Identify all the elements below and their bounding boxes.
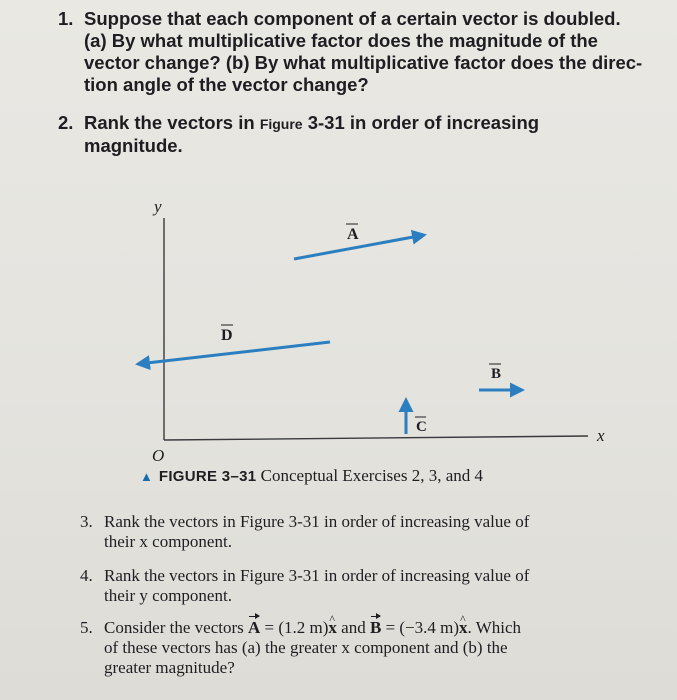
problem-1-line-3: vector change? (b) By what multiplicative factor does the direc-: [84, 52, 643, 73]
vector-a-symbol: A: [248, 618, 261, 637]
question-3-number: 3.: [80, 512, 93, 531]
problem-1-line-2: (a) By what multiplicative factor does the magnitude of the: [84, 30, 598, 51]
problem-1-line-4: tion angle of the vector change?: [84, 74, 369, 95]
origin-label: O: [152, 446, 165, 465]
problem-1: [58, 8, 644, 96]
figure-3-31: [0, 190, 677, 480]
question-5: [80, 618, 649, 678]
vector-a-label: A: [347, 226, 359, 243]
question-4-line-2: their y component.: [104, 586, 232, 605]
caption-label: FIGURE 3–31: [158, 468, 257, 485]
unit-x-hat-a: ^ x: [328, 618, 337, 638]
vector-a-arrow: [294, 235, 424, 259]
question-4-line-1: Rank the vectors in Figure 3-31 in order of increasing value of: [104, 566, 530, 585]
question-3-line-2: their x component.: [104, 532, 232, 551]
q5-eq-b: = (−3.4 m): [381, 618, 460, 637]
triangle-icon: ▲: [140, 469, 153, 484]
vector-b-symbol: B: [369, 618, 382, 637]
caption-text: Conceptual Exercises 2, 3, and 4: [260, 466, 483, 485]
figure-ref: 3-31: [307, 112, 345, 133]
vector-b-label: B: [491, 366, 502, 382]
q5-part1: Consider the vectors: [104, 618, 248, 637]
x-axis-label: x: [597, 426, 605, 445]
problem-1-number: 1.: [58, 8, 74, 29]
problem-1-line-1: Suppose that each component of a certain vector is doubled.: [84, 8, 621, 29]
question-4: [80, 566, 644, 606]
vector-d-arrow: [138, 342, 330, 364]
unit-x-hat-b: ^ x: [459, 618, 468, 638]
question-5-line-2: of these vectors has (a) the greater x component and (b) the: [104, 638, 508, 657]
q5-and: and: [336, 618, 370, 637]
x-axis: [164, 436, 588, 440]
problem-2-number: 2.: [58, 112, 74, 133]
q5-eq-a: = (1.2 m): [260, 618, 329, 637]
figure-caption: [140, 466, 483, 486]
y-axis-label: y: [154, 197, 162, 216]
problem-2-text-after: in order of increasing: [344, 112, 540, 133]
problem-2-line-1: [84, 112, 644, 135]
question-4-number: 4.: [80, 566, 93, 585]
q5-after: . Which: [467, 618, 522, 637]
question-3-line-1: Rank the vectors in Figure 3-31 in order of increasing value of: [104, 512, 530, 531]
question-5-line-1: [104, 618, 649, 638]
problem-2: [58, 112, 644, 157]
problem-2-text-before: Rank the vectors in: [84, 112, 260, 133]
figure-word: Figure: [259, 116, 303, 132]
vector-c-label: C: [416, 419, 427, 435]
question-3: [80, 512, 644, 552]
question-5-number: 5.: [80, 618, 93, 637]
problem-2-line-2: magnitude.: [84, 135, 183, 156]
question-5-line-3: greater magnitude?: [104, 658, 235, 677]
vector-d-label: D: [221, 327, 233, 344]
